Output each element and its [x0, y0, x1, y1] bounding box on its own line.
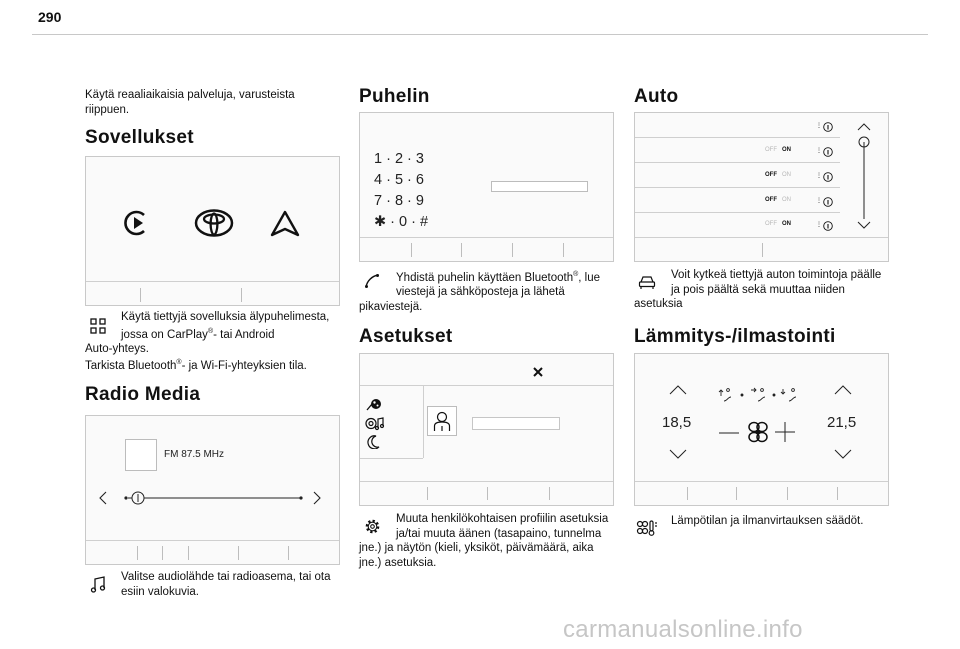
number-input[interactable]: [491, 181, 588, 192]
carplay-icon[interactable]: [122, 208, 152, 238]
keypad-row[interactable]: 7 · 8 · 9: [374, 193, 424, 209]
screen-bottom-bar: [86, 540, 339, 541]
car-heading: Auto: [634, 86, 679, 107]
settings-desc-line: Muuta henkilökohtaisen profiilin asetuksia: [396, 513, 609, 525]
chevron-up-icon[interactable]: [669, 385, 687, 395]
header-divider: [32, 34, 928, 35]
info-icon[interactable]: [823, 172, 833, 182]
profile-name-field[interactable]: [472, 417, 560, 430]
registered-mark: ®: [176, 359, 182, 367]
chevron-right-icon[interactable]: [312, 490, 322, 506]
watermark: carmanualsonline.info: [563, 616, 803, 643]
screen-bottom-bar: [635, 481, 888, 482]
toggle-switch[interactable]: [765, 221, 791, 227]
apps-desc-line: Auto-yhteys.: [85, 342, 149, 355]
scroll-bar[interactable]: [856, 122, 872, 230]
display-settings-icon[interactable]: [366, 397, 382, 411]
chevron-down-icon[interactable]: [669, 449, 687, 459]
tab-divider: [487, 487, 488, 500]
phone-desc-line: [359, 268, 621, 285]
sound-settings-icon[interactable]: [365, 416, 385, 431]
phone-description: [359, 268, 621, 314]
car-description: [634, 268, 896, 312]
tab-divider: [549, 487, 550, 500]
phone-desc-line: viestejä ja sähköposteja ja lähetä: [396, 286, 565, 299]
settings-description: [359, 512, 624, 570]
tab-divider: [837, 487, 838, 500]
settings-desc-line: ja/tai muuta äänen (tasapaino, tunnelma: [396, 527, 602, 540]
temp-left: 18,5: [662, 414, 692, 431]
info-icon[interactable]: [823, 221, 833, 231]
apps-desc-text: jossa on CarPlay: [121, 328, 208, 341]
toggle-off-label: OFF: [765, 197, 777, 203]
radio-screen: [85, 415, 340, 565]
apps-desc-line: [85, 356, 345, 373]
climate-heading: Lämmitys-/ilmastointi: [634, 326, 836, 347]
more-options-icon[interactable]: ⋮: [816, 148, 822, 154]
phone-desc-text: , lue: [578, 271, 601, 284]
fan-decrease-icon[interactable]: [719, 431, 739, 435]
profile-avatar[interactable]: [427, 406, 457, 436]
android-auto-icon[interactable]: [270, 210, 300, 238]
climate-description: Lämpötilan ja ilmanvirtauksen säädöt.: [671, 515, 864, 527]
tab-divider: [137, 546, 138, 560]
screen-bottom-bar: [360, 237, 613, 238]
info-icon[interactable]: [823, 147, 833, 157]
row-divider: [635, 162, 840, 163]
keypad-row[interactable]: ✱ · 0 · #: [374, 214, 429, 230]
row-divider: [635, 137, 840, 138]
menu-divider: [423, 385, 424, 458]
phone-desc-text: Yhdistä puhelin käyttäen Bluetooth: [396, 271, 574, 284]
more-options-icon[interactable]: ⋮: [816, 222, 822, 228]
toggle-switch[interactable]: [765, 147, 791, 153]
tab-divider: [288, 546, 289, 560]
screen-bottom-bar: [635, 237, 888, 238]
row-divider: [635, 187, 840, 188]
page-number: 290: [38, 9, 62, 25]
airflow-mode-icons[interactable]: [718, 387, 808, 403]
car-desc-line: asetuksia: [634, 298, 683, 310]
list-divider: [360, 458, 423, 459]
registered-mark: ®: [573, 271, 579, 278]
tab-divider: [188, 546, 189, 560]
row-divider: [635, 212, 840, 213]
keypad-row[interactable]: 4 · 5 · 6: [374, 172, 424, 188]
toggle-off-label: OFF: [765, 221, 777, 227]
car-desc-line: Voit kytkeä tiettyjä auton toimintoja päälle: [671, 269, 882, 281]
radio-description: Valitse audiolähde tai radioasema, tai ota esiin valokuvia.: [121, 571, 331, 598]
tab-divider: [461, 243, 462, 257]
tab-divider: [762, 243, 763, 257]
screen-bottom-bar: [86, 281, 339, 282]
info-icon[interactable]: [823, 197, 833, 207]
night-mode-icon[interactable]: [366, 435, 380, 449]
close-icon[interactable]: [533, 367, 543, 377]
settings-heading: Asetukset: [359, 326, 453, 347]
fan-increase-icon[interactable]: [775, 422, 795, 442]
tab-divider: [241, 288, 242, 302]
album-art: [125, 439, 157, 471]
info-icon[interactable]: [823, 122, 833, 132]
toggle-on-label: ON: [782, 197, 792, 203]
toggle-off-label: OFF: [765, 147, 777, 153]
tab-divider: [238, 546, 239, 560]
screen-bottom-bar: [360, 481, 613, 482]
tab-divider: [787, 487, 788, 500]
car-desc-line: ja pois päältä sekä muuttaa niiden: [671, 283, 845, 296]
apps-desc-line: [85, 325, 345, 342]
tab-divider: [687, 487, 688, 500]
apps-desc-text: - tai Android: [213, 328, 275, 341]
chevron-up-icon[interactable]: [834, 385, 852, 395]
tab-divider: [411, 243, 412, 257]
station-label: FM 87.5 MHz: [164, 449, 225, 460]
car-screen: [634, 112, 889, 262]
toggle-off-label: OFF: [765, 172, 777, 178]
climate-icon: [636, 520, 658, 536]
temp-right: 21,5: [827, 414, 857, 431]
toggle-on-label: ON: [782, 221, 792, 227]
toggle-switch[interactable]: [765, 197, 791, 203]
chevron-left-icon[interactable]: [98, 490, 108, 506]
apps-heading: Sovellukset: [85, 127, 194, 148]
settings-screen: [359, 353, 614, 506]
phone-heading: Puhelin: [359, 86, 430, 107]
more-options-icon[interactable]: ⋮: [816, 123, 822, 129]
fan-icon: [746, 420, 770, 444]
more-options-icon[interactable]: ⋮: [816, 173, 822, 179]
intro-text: Käytä reaaliaikaisia palveluja, varusteista riippuen.: [85, 89, 295, 116]
music-note-icon: [90, 576, 106, 593]
apps-screen: [85, 156, 340, 306]
more-options-icon[interactable]: ⋮: [816, 198, 822, 204]
registered-mark: ®: [207, 327, 214, 335]
toggle-on-label: ON: [782, 147, 792, 153]
header-divider: [360, 385, 613, 386]
tab-divider: [140, 288, 141, 302]
phone-desc-line: pikaviestejä.: [359, 300, 423, 313]
toggle-switch[interactable]: [765, 172, 791, 178]
climate-screen: [634, 353, 889, 506]
tab-divider: [563, 243, 564, 257]
toggle-on-label: ON: [782, 172, 792, 178]
radio-heading: Radio Media: [85, 384, 201, 405]
apps-desc-text: Tarkista Bluetooth: [85, 360, 177, 373]
tuner-slider[interactable]: [124, 491, 304, 505]
tab-divider: [512, 243, 513, 257]
apps-description: [85, 310, 345, 374]
settings-desc-line: jne.) ja näytön (kieli, yksiköt, päivämäärä, aika: [359, 542, 594, 554]
chevron-down-icon[interactable]: [834, 449, 852, 459]
tab-divider: [736, 487, 737, 500]
apps-desc-line: Käytä tiettyjä sovelluksia älypuhelimesta,: [121, 311, 330, 323]
tab-divider: [427, 487, 428, 500]
toyota-logo-icon[interactable]: [194, 209, 234, 237]
tab-divider: [162, 546, 163, 560]
apps-desc-text: - ja Wi-Fi-yhteyksien tila.: [181, 360, 307, 373]
dial-keypad[interactable]: [374, 149, 428, 233]
phone-screen: [359, 112, 614, 262]
keypad-row[interactable]: 1 · 2 · 3: [374, 151, 424, 167]
settings-desc-line: jne.) asetuksia.: [359, 556, 437, 569]
